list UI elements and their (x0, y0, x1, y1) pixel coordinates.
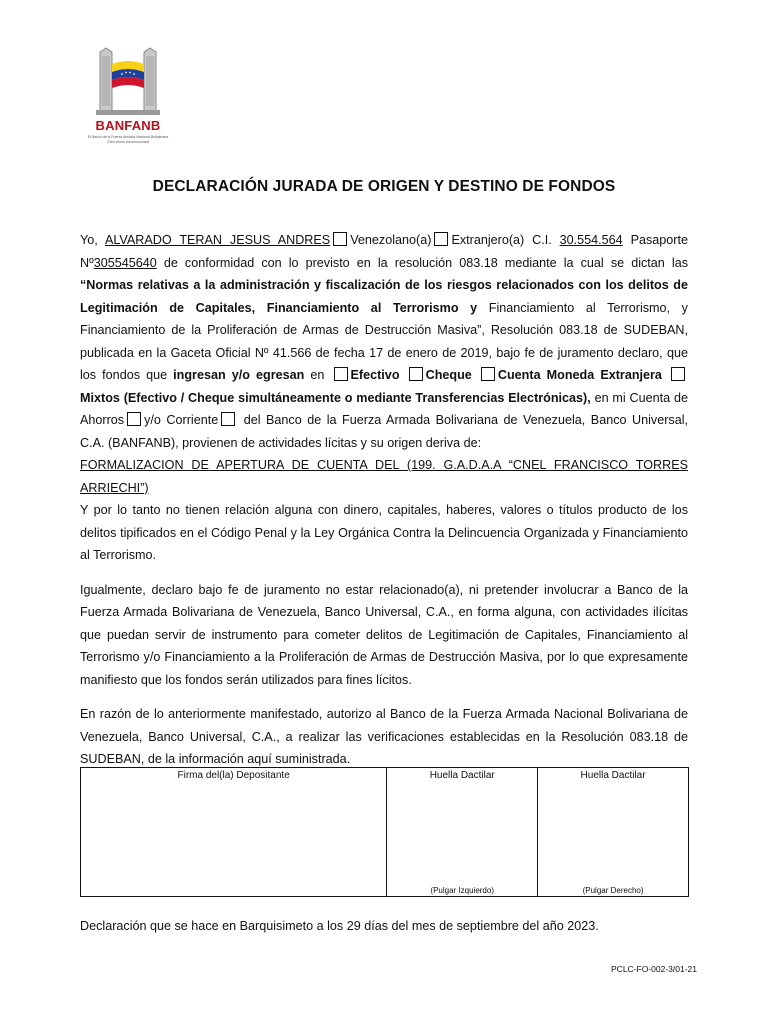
passport-number[interactable]: 305545640 (93, 255, 157, 270)
paragraph-identification: Yo, ALVARADO TERAN JESUS ANDRES Venezolano(a) Extranjero(a) C.I. 30.554.564 Pasaporte Nº305545640 de conformidad con lo previsto en la resolución 083.18 mediante la cual se dictan las “Normas relativas a la administración y fiscalización de los riesgos relacionados con los delitos de Legitimación de Capitales, Financiamiento al Terrorismo y Financiamiento al Terrorismo, y Financiamiento de la Proliferación de Armas de Destrucción Masiva”, Resolución 083.18 de SUDEBAN, publicada en la Gaceta Oficial Nº 41.566 de fecha 17 de enero de 2019, bajo fe de juramento declaro, que los fondos que ingresan y/o egresan en Efectivo Cheque Cuenta Moneda Extranjera Mixtos (Efectivo / Cheque simultáneamente o mediante Transferencias Electrónicas), en mi Cuenta de Ahorros y/o Corriente del Banco de la Fuerza Armada Bolivariana de Venezuela, Banco Universal, C.A. (BANFANB), provienen de actividades lícitas y su origen deriva de: (80, 233, 688, 450)
paragraph-no-relation: Y por lo tanto no tienen relación alguna con dinero, capitales, haberes, valores o títulos producto de los delitos tipificados en el Código Penal y la Ley Orgánica Contra la Delincuencia Organizada y Financiamiento al Terrorismo. (80, 503, 688, 562)
extranjero-checkbox[interactable] (434, 232, 448, 246)
brand-tagline: El Banco de la Fuerza Armada Nacional Bolivariana ¡Tres veces tus emociones! (87, 135, 169, 144)
corriente-checkbox[interactable] (221, 412, 235, 426)
ahorros-checkbox[interactable] (127, 412, 141, 426)
signature-box[interactable]: Firma del(la) Depositante (81, 768, 387, 897)
moneda-extranjera-checkbox[interactable] (481, 367, 495, 381)
signature-table (80, 767, 689, 897)
ci-number[interactable]: 30.554.564 (559, 233, 623, 247)
fingerprint-left-box[interactable]: Huella Dactilar (Pulgar Izquierdo) (387, 768, 538, 897)
paragraph-authorization: En razón de lo anteriormente manifestado, autorizo al Banco de la Fuerza Armada Nacional Bolivariana de Venezuela, Banco Universal, C.A., a realizar las verificaciones establecidas en la Resolución 083.18 de SUDEBAN, de la información aquí suministrada. (80, 707, 688, 766)
paragraph-oath: Igualmente, declaro bajo fe de juramento no estar relacionado(a), ni pretender involucrar a Banco de la Fuerza Armada Bolivariana de Venezuela, Banco Universal, C.A., en forma alguna, con actividades ilícitas que puedan servir de instrumento para cometer delitos de Legitimación de Capitales, Financiamiento al Terrorismo y/o Financiamiento a la Proliferación de Armas de Destrucción Masiva, por lo que expresamente manifiesto que los fondos serán utilizados para fines lícitos. (80, 582, 688, 687)
cheque-checkbox[interactable] (409, 367, 423, 381)
form-code: PCLC-FO-002-3/01-21 (611, 964, 697, 974)
brand-name: BANFANB (95, 118, 161, 133)
mixtos-checkbox[interactable] (671, 367, 685, 381)
page-title: DECLARACIÓN JURADA DE ORIGEN Y DESTINO DE FONDOS (152, 178, 616, 195)
efectivo-checkbox[interactable] (334, 367, 348, 381)
declaration-body (80, 229, 688, 771)
fund-origin[interactable]: FORMALIZACION DE APERTURA DE CUENTA DEL (199. G.A.D.A.A “CNEL FRANCISCO TORRES ARRIECHI”) (80, 458, 688, 495)
holder-name[interactable]: ALVARADO TERAN JESUS ANDRES (104, 233, 331, 247)
fingerprint-right-box[interactable]: Huella Dactilar (Pulgar Derecho) (538, 768, 689, 897)
declaration-place-date: Declaración que se hace en Barquisimeto a los 29 días del mes de septiembre del año 2023. (80, 919, 599, 933)
venezolano-checkbox[interactable] (333, 232, 347, 246)
